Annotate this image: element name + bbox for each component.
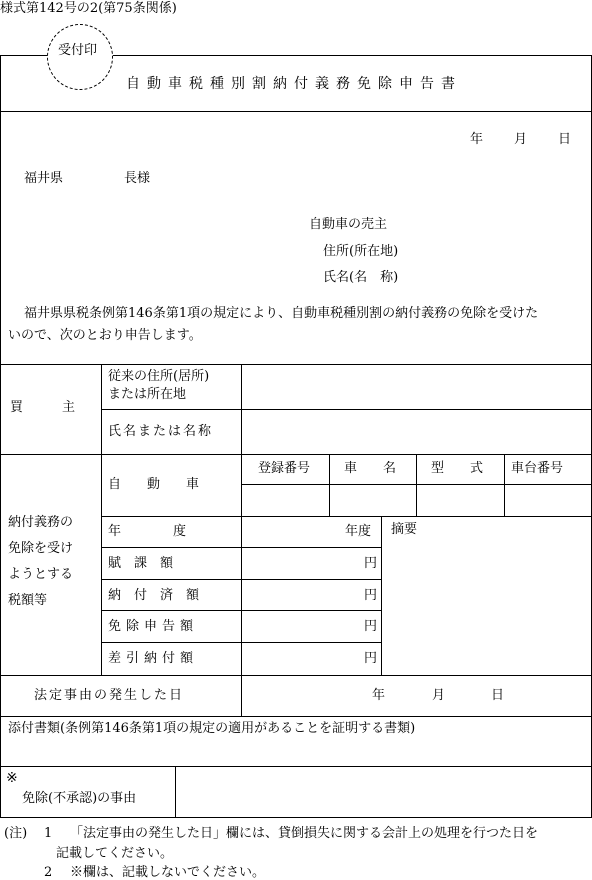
fiscal-year-label: 年 度 <box>108 524 187 539</box>
exemption-amount-field[interactable] <box>243 612 361 640</box>
note-1-number: 1 <box>44 826 53 841</box>
vehicle-model-header: 車 名 <box>344 461 397 476</box>
seller-address-label: 住所(所在地) <box>323 244 399 259</box>
addressee-honorific: 長様 <box>124 171 151 186</box>
statement-line-1: 福井県県税条例第146条第1項の規定により、自動車税種別割の納付義務の免除を受けた <box>24 306 539 321</box>
exemption-amount-unit: 円 <box>364 619 378 634</box>
fiscal-year-unit: 年度 <box>345 524 372 539</box>
legal-event-day: 日 <box>491 688 505 703</box>
note-1-text: 「法定事由の発生した日」欄には、貸倒損失に関する会計上の処理を行つた日を <box>70 826 539 841</box>
legal-event-label: 法定事由の発生した日 <box>34 688 185 703</box>
divider <box>175 766 176 818</box>
receipt-stamp-label: 受付印 <box>58 43 98 58</box>
buyer-address-label-2: または所在地 <box>108 387 187 402</box>
date-month-label: 月 <box>514 132 528 147</box>
divider <box>101 579 381 580</box>
balance-amount-unit: 円 <box>364 651 378 666</box>
paid-amount-unit: 円 <box>364 588 378 603</box>
vehicle-reg-number-field[interactable] <box>243 486 327 514</box>
office-use-mark: ※ <box>6 770 18 786</box>
denial-reason-field <box>177 768 590 816</box>
vehicle-model-field[interactable] <box>331 486 415 514</box>
divider <box>0 766 592 767</box>
seller-label: 自動車の売主 <box>309 217 388 232</box>
buyer-address-field[interactable] <box>243 366 590 408</box>
legal-event-month: 月 <box>432 688 446 703</box>
vehicle-type-header: 型 式 <box>431 461 484 476</box>
denial-reason-label: 免除(不承認)の事由 <box>22 791 137 806</box>
date-day-label: 日 <box>558 132 572 147</box>
divider <box>101 610 381 611</box>
seller-name-label: 氏名(名 称) <box>323 270 399 285</box>
statement-line-2: いので、次のとおり申告します。 <box>8 328 202 343</box>
divider <box>101 547 381 548</box>
buyer-name-field[interactable] <box>243 411 590 453</box>
tax-label <box>8 510 98 614</box>
vehicle-chassis-header: 車台番号 <box>511 461 564 476</box>
assessed-amount-unit: 円 <box>364 556 378 571</box>
divider <box>381 516 382 675</box>
balance-amount-field[interactable] <box>243 644 361 672</box>
attachments-label: 添付書類(条例第146条第1項の規定の適用があることを証明する書類) <box>8 721 416 736</box>
exemption-amount-label: 免除申告額 <box>108 619 199 634</box>
page-title: 自動車税種別割納付義務免除申告書 <box>126 76 462 92</box>
divider <box>101 409 592 410</box>
divider <box>0 675 592 676</box>
divider <box>101 516 592 517</box>
attachments-field[interactable] <box>2 740 590 764</box>
divider <box>0 111 592 112</box>
tax-label-line: 税額等 <box>8 593 48 608</box>
divider <box>0 716 592 717</box>
divider <box>416 454 417 516</box>
vehicle-type-field[interactable] <box>418 486 502 514</box>
addressee-pref: 福井県 <box>24 171 64 186</box>
divider <box>241 675 242 716</box>
fiscal-year-field[interactable] <box>243 518 341 546</box>
note-2-text: ※欄は、記載しないでください。 <box>70 865 266 880</box>
remarks-field[interactable] <box>383 540 590 673</box>
form-id: 様式第142号の2(第75条関係) <box>0 1 177 16</box>
vehicle-reg-number-header: 登録番号 <box>258 461 311 476</box>
divider <box>329 454 330 516</box>
buyer-name-label: 氏名または名称 <box>108 424 214 439</box>
row-label: 賦 課 額 <box>108 556 174 571</box>
paid-amount-label: 納 付 済 額 <box>108 588 200 603</box>
remarks-label: 摘要 <box>391 522 418 537</box>
divider <box>101 642 381 643</box>
tax-label-line: 納付義務の <box>8 515 74 530</box>
assessed-amount-field[interactable] <box>243 549 361 577</box>
vehicle-chassis-field[interactable] <box>506 486 590 514</box>
assessed-amount-label <box>108 557 234 570</box>
vehicle-label: 自 動 車 <box>108 477 200 492</box>
buyer-address-label-1: 従来の住所(居所) <box>108 369 210 384</box>
tax-label-line: ようとする <box>8 567 74 582</box>
notes-prefix: (注) <box>4 826 28 841</box>
note-2-number: 2 <box>44 865 53 880</box>
legal-event-year: 年 <box>372 688 386 703</box>
divider <box>504 454 505 516</box>
balance-amount-label: 差引納付額 <box>108 651 199 666</box>
buyer-label: 買 主 <box>10 400 76 415</box>
date-year-label: 年 <box>470 132 484 147</box>
paid-amount-field[interactable] <box>243 581 361 609</box>
tax-label-line: 免除を受け <box>8 541 74 556</box>
divider <box>0 364 592 365</box>
note-1-text-cont: 記載してください。 <box>56 846 174 861</box>
